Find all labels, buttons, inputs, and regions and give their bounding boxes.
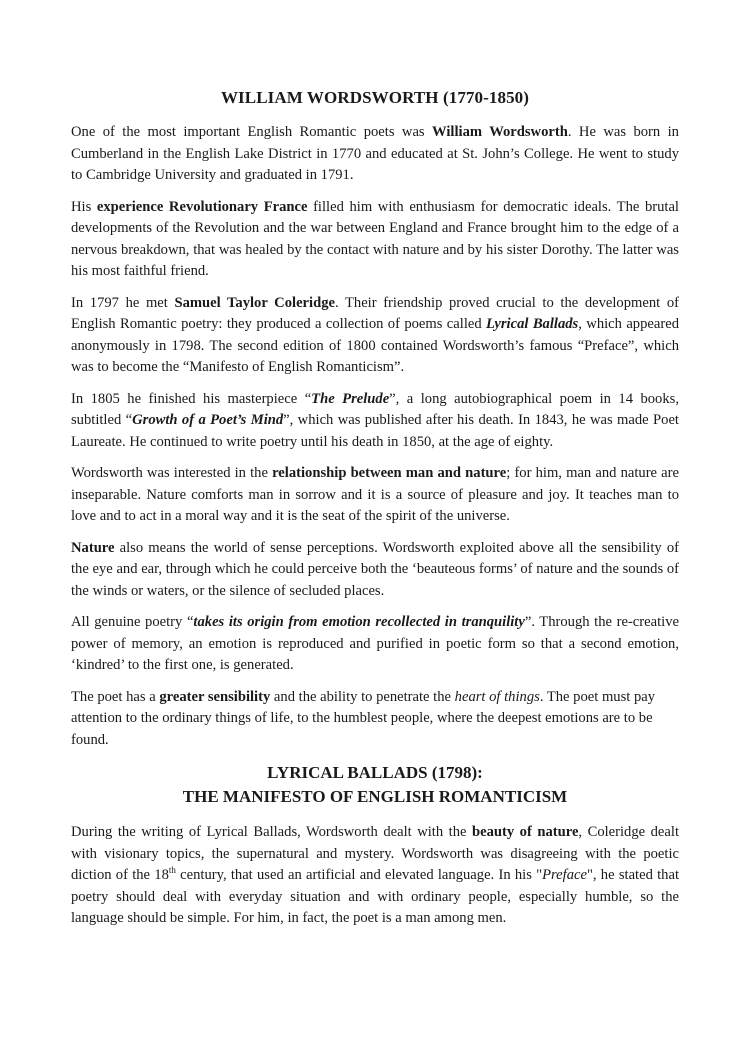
text: filled him with enthusiasm for democratic ideals. The brutal developments of the Revolution and the war between England and France brought him to the edge of a nervous breakdown, that was healed by the contact with nature and by his sister Dorothy. The latter was his most faithful friend. [71, 198, 679, 279]
superscript: th [168, 865, 176, 875]
text: In 1805 he finished his masterpiece “ [71, 390, 312, 407]
bold-text: Nature [71, 539, 115, 556]
paragraph-nature-relationship [71, 463, 679, 528]
text: All genuine poetry “ [71, 614, 194, 630]
page-title: WILLIAM WORDSWORTH (1770-1850) [220, 88, 530, 107]
paragraph-nature-senses [71, 538, 679, 603]
bold-italic-text: Growth of a Poet’s Mind [132, 412, 284, 428]
bold-italic-text: takes its origin from emotion recollected in tranquility [193, 614, 525, 630]
section-heading [71, 761, 679, 809]
paragraph-coleridge [71, 293, 679, 379]
paragraph-prelude [71, 389, 679, 454]
bold-italic-text: Lyrical Ballads [486, 316, 579, 332]
text: During the writing of Lyrical Ballads, Wordsworth dealt with the [71, 824, 472, 840]
text: century, that used an artificial and elevated language. In his " [175, 867, 543, 883]
bold-text: experience Revolutionary France [96, 198, 308, 215]
text: In 1797 he met [71, 294, 175, 311]
bold-text: William Wordsworth [432, 124, 568, 140]
text: The poet has a [71, 688, 160, 705]
text: ”, a long autobiographical poem in 14 books, subtitled “ [71, 390, 679, 428]
text: and the ability to penetrate the [270, 688, 455, 705]
text: His [71, 198, 97, 215]
bold-text: greater sensibility [159, 688, 271, 705]
bold-text: Samuel Taylor Coleridge [174, 294, 335, 311]
paragraph-revolution [71, 197, 679, 283]
text: Wordsworth was interested in the [71, 465, 273, 481]
text: , Coleridge dealt with visionary topics, the supernatural and mystery. Wordsworth was disagreeing with the poetic diction of the 18 [71, 824, 679, 883]
text: . The poet must pay attention to the ordinary things of life, to the humblest people, where the deepest emotions are to be found. [71, 688, 656, 748]
text: ”, which was published after his death. In 1843, he was made Poet Laureate. He continued to write poetry until his death in 1850, at the age of eighty. [71, 412, 679, 450]
section-heading-line-1: LYRICAL BALLADS (1798): [267, 763, 483, 782]
paragraph-intro [71, 122, 679, 187]
paragraph-poet-sensibility [71, 687, 679, 752]
italic-text: heart of things [454, 688, 540, 705]
text: One of the most important English Romantic poets was [71, 124, 433, 140]
italic-text: Preface [542, 867, 587, 883]
bold-text: relationship between man and nature [272, 465, 507, 481]
section-heading-line-2: THE MANIFESTO OF ENGLISH ROMANTICISM [182, 787, 568, 806]
text: ; for him, man and nature are inseparable. Nature comforts man in sorrow and it is a source of pleasure and joy. It teaches man to love and to act in a moral way and it is the seat of the spirit of the universe. [71, 465, 679, 524]
bold-text: beauty of nature [472, 824, 579, 840]
text: ", he stated that poetry should deal with everyday situation and with ordinary people, especially humble, so the language should be simple. For him, in fact, the poet is a man among men. [71, 867, 680, 926]
text: also means the world of sense perceptions. Wordsworth exploited above all the sensibility of the eye and ear, through which he could perceive both the ‘beauteous forms’ of nature and the sounds of the winds or waters, or the silence of secluded places. [71, 539, 679, 599]
bold-italic-text: The Prelude [311, 390, 390, 407]
paragraph-genuine-poetry [71, 612, 679, 677]
text: . Their friendship proved crucial to the development of English Romantic poetry: they produced a collection of poems called [71, 294, 679, 332]
text: , which appeared anonymously in 1798. The second edition of 1800 contained Wordsworth’s famous “Preface”, which was to become the “Manifesto of English Romanticism”. [71, 316, 679, 375]
paragraph-lyrical-ballads [71, 822, 679, 930]
text: . He was born in Cumberland in the English Lake District in 1770 and educated at St. John’s College. He went to study to Cambridge University and graduated in 1791. [71, 124, 679, 183]
text: ”. Through the re-creative power of memory, an emotion is reproduced and purified in poetic form so that a second emotion, ‘kindred’ to the first one, is generated. [71, 614, 679, 673]
